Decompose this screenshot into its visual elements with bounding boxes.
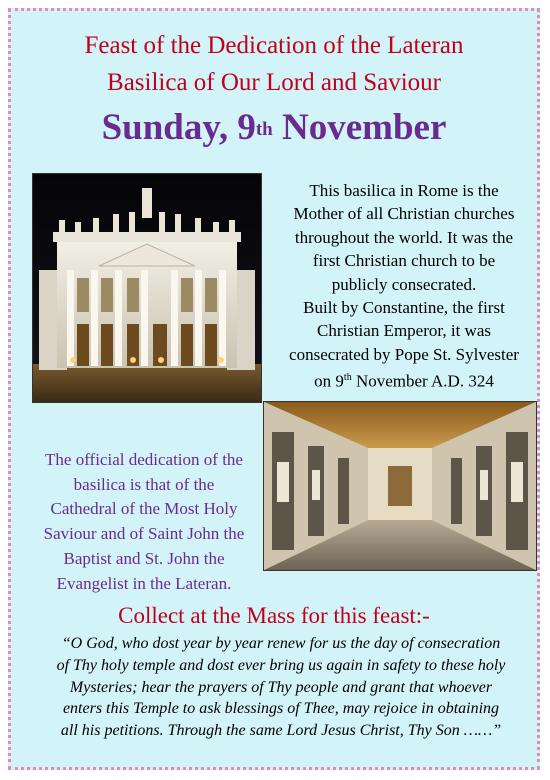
intro-line: first Christian church to be bbox=[312, 251, 496, 271]
prayer-line: of Thy holy temple and dost ever bring us again in safety to these holy bbox=[56, 656, 506, 674]
intro-last-line-post: November A.D. 324 bbox=[351, 371, 494, 391]
title-line-2: Basilica of Our Lord and Saviour bbox=[107, 69, 441, 96]
intro-line: consecrated by Pope St. Sylvester bbox=[289, 344, 519, 364]
intro-line: throughout the world. It was the bbox=[294, 227, 514, 247]
prayer-line: “O God, who dost year by year renew for us the day of consecration bbox=[61, 635, 501, 652]
intro-line: Mother of all Christian churches bbox=[293, 204, 515, 224]
dedication-line: The official dedication of the bbox=[45, 450, 243, 469]
feast-date bbox=[11, 107, 537, 149]
poster bbox=[8, 8, 540, 770]
title-line-1: Feast of the Dedication of the Lateran bbox=[84, 32, 464, 59]
intro-line: publicly consecrated. bbox=[331, 274, 477, 294]
intro-paragraph bbox=[261, 179, 547, 393]
dedication-line: Baptist and St. John the bbox=[63, 548, 225, 568]
dedication-line: Cathedral of the Most Holy bbox=[50, 499, 238, 519]
dedication-line: basilica is that of the bbox=[73, 474, 215, 494]
intro-line: Christian Emperor, it was bbox=[316, 321, 491, 341]
prayer-line: Mysteries; hear the prayers of Thy people and grant that whoever bbox=[69, 678, 493, 696]
intro-last-line-pre: on 9 bbox=[314, 371, 344, 391]
collect-heading: Collect at the Mass for this feast:- bbox=[118, 603, 430, 628]
intro-line: This basilica in Rome is the bbox=[309, 181, 499, 200]
date-suffix: th bbox=[255, 119, 273, 140]
dedication-line: Saviour and of Saint John the bbox=[43, 524, 245, 544]
dedication-line: Evangelist in the Lateran. bbox=[56, 573, 232, 593]
basilica-facade-photo bbox=[32, 173, 262, 403]
basilica-interior-photo bbox=[263, 401, 537, 571]
prayer-line: all his petitions. Through the same Lord Jesus Christ, Thy Son ……” bbox=[60, 722, 502, 740]
collect-prayer bbox=[31, 633, 531, 742]
date-day: Sunday, 9 bbox=[101, 107, 256, 148]
intro-line: Built by Constantine, the first bbox=[303, 298, 505, 318]
prayer-line: enters this Temple to ask blessings of Thee, may rejoice in obtaining bbox=[62, 700, 500, 718]
intro-last-line-sup: th bbox=[343, 372, 352, 384]
date-month: November bbox=[272, 107, 447, 148]
dedication-paragraph bbox=[32, 448, 256, 596]
